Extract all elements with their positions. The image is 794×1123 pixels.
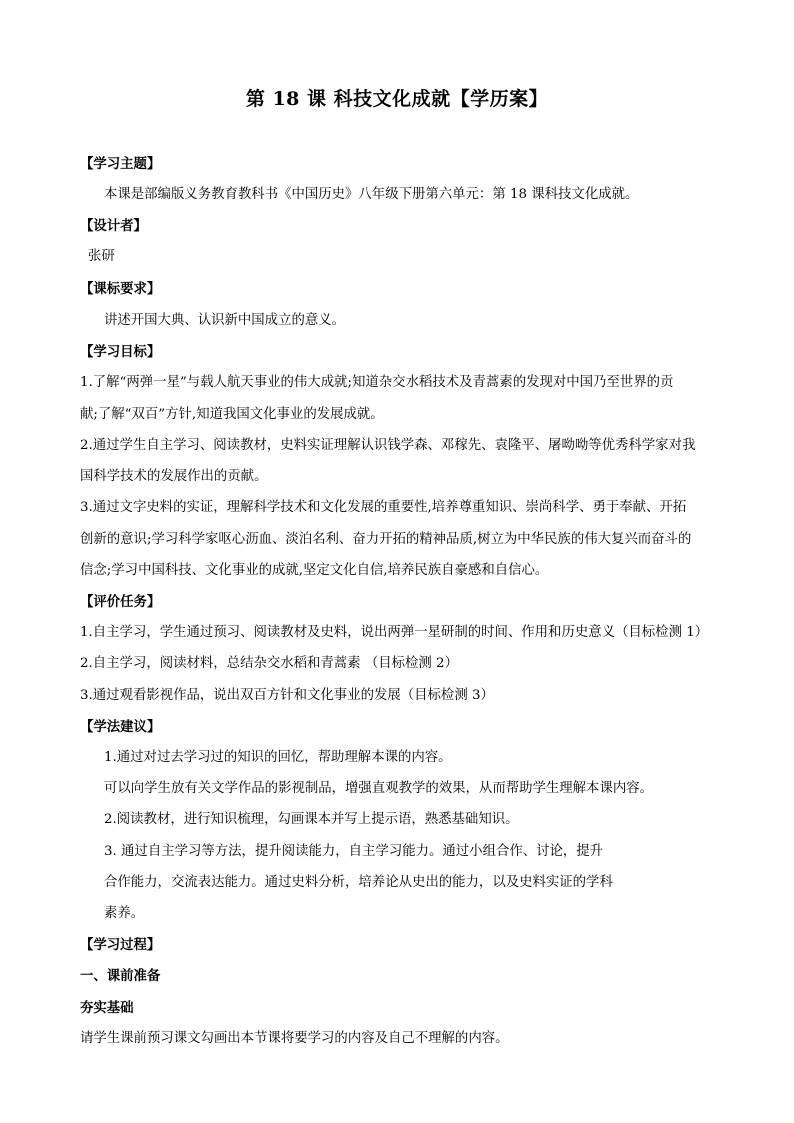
process-subheading-prep: 一、课前准备 — [80, 968, 161, 984]
section-heading-tasks: 【评价任务】 — [80, 594, 161, 610]
method-line: 2.阅读教材，进行知识梳理，勾画课本并写上提示语，熟悉基础知识。 — [104, 812, 519, 827]
method-line: 合作能力，交流表达能力。通过史料分析，培养论从史出的能力，以及史料实证的学科 — [104, 875, 613, 890]
goal-line: 1.了解“两弹一星”与载人航天事业的伟大成就;知道杂交水稻技术及青蒿素的发现对中国乃至世界的贡 — [80, 375, 674, 390]
standard-text: 讲述开国大典、认识新中国成立的意义。 — [104, 313, 346, 328]
goal-line: 国科学技术的发展作出的贡献。 — [80, 469, 268, 484]
goal-line: 献;了解“双百”方针,知道我国文化事业的发展成就。 — [80, 407, 384, 422]
designer-name: 张研 — [88, 249, 115, 264]
method-line: 3. 通过自主学习等方法，提升阅读能力，自主学习能力。通过小组合作、讨论，提升 — [104, 844, 604, 859]
task-line: 2.自主学习，阅读材料，总结杂交水稻和青蒿素 （目标检测 2） — [80, 656, 458, 671]
process-text: 请学生课前预习课文勾画出本节课将要学习的内容及自己不理解的内容。 — [80, 1031, 509, 1046]
section-heading-goals: 【学习目标】 — [80, 344, 161, 360]
process-subheading-basics: 夯实基础 — [80, 1000, 134, 1016]
goal-line: 3.通过文字史料的实证，理解科学技术和文化发展的重要性,培养尊重知识、崇尚科学、勇于奉献、开拓 — [80, 500, 687, 515]
goal-line: 2.通过学生自主学习、阅读教材，史料实证理解认识钱学森、邓稼先、袁隆平、屠呦呦等优秀科学家对我 — [80, 438, 696, 453]
method-line: 1.通过对过去学习过的知识的回忆，帮助理解本课的内容。 — [104, 750, 452, 765]
goal-line: 创新的意识;学习科学家呕心沥血、淡泊名利、奋力开拓的精神品质,树立为中华民族的伟大复兴而奋斗的 — [80, 532, 692, 547]
page-title: 第 18 课 科技文化成就【学历案】 — [245, 88, 549, 110]
section-heading-standard: 【课标要求】 — [80, 281, 161, 297]
section-heading-designer: 【设计者】 — [80, 218, 147, 234]
goal-line: 信念;学习中国科技、文化事业的成就,坚定文化自信,培养民族自豪感和自信心。 — [80, 563, 549, 578]
method-line: 素养。 — [104, 906, 145, 921]
task-line: 3.通过观看影视作品，说出双百方针和文化事业的发展（目标检测 3） — [80, 688, 494, 703]
section-heading-theme: 【学习主题】 — [80, 156, 161, 172]
task-line: 1.自主学习，学生通过预习、阅读教材及史料，说出两弹一星研制的时间、作用和历史意义（目标检测 1） — [80, 625, 709, 640]
theme-text: 本课是部编版义务教育教科书《中国历史》八年级下册第六单元：第 18 课科技文化成就。 — [104, 187, 639, 202]
section-heading-methods: 【学法建议】 — [80, 719, 161, 735]
method-line: 可以向学生放有关文学作品的影视制品，增强直观教学的效果，从而帮助学生理解本课内容。 — [104, 781, 654, 796]
section-heading-process: 【学习过程】 — [80, 937, 161, 953]
